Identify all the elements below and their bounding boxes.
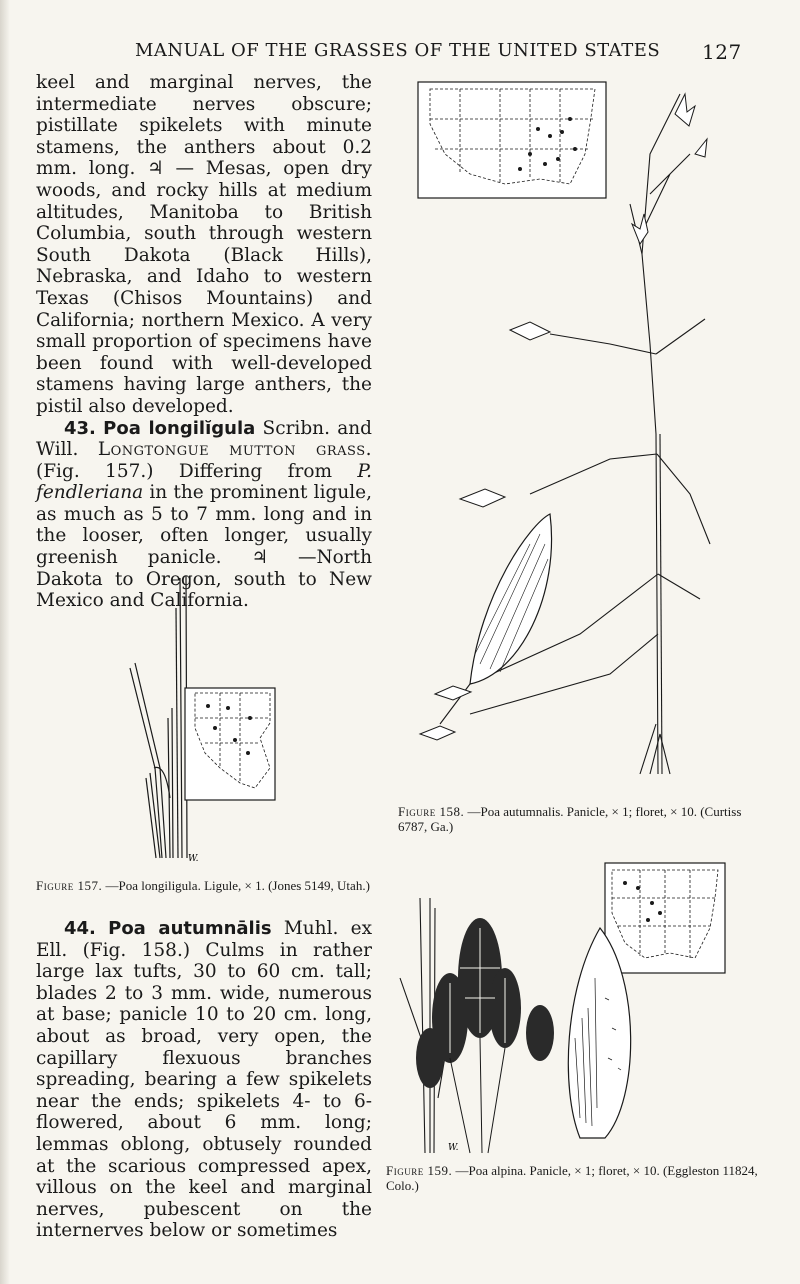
common-name: Longtongue mutton grass.: [97, 439, 372, 461]
entry-44: [36, 918, 372, 1242]
figure-159-caption: [386, 1163, 766, 1193]
figure-158-label: Figure 158.: [398, 804, 465, 819]
artist-initial: W.: [448, 1143, 459, 1153]
running-header: [0, 40, 800, 68]
species-authority: Muhl. ex Ell.: [36, 918, 372, 961]
continued-paragraph: keel and marginal nerves, the intermediate nerves obscure; pistillate spikelets with minute stamens, the anthers about 0.2 mm. long. ♃ — Mesas, open dry woods, and rocky hills at medium altitudes, Manitoba to British Columbia, south through western South Dakota (Black Hills), Nebraska, and Idaho to western Texas (Chisos Mountains) and California; northern Mexico. A very small proportion of specimens have been found with well-developed stamens having large anthers, the pistil also developed.: [36, 72, 372, 417]
figure-157-illustration: [110, 568, 290, 868]
entry-number: 44.: [64, 918, 96, 939]
page-number: 127: [702, 40, 742, 64]
figure-159-text: —Poa alpina. Panicle, × 1; floret, × 10. (Eggleston 11824, Colo.): [386, 1163, 758, 1193]
ligule-drawing: [110, 568, 290, 868]
figure-157-caption: [36, 878, 376, 893]
entry-description: in the prominent ligule, as much as 5 to 7 mm. long and in the looser, often longer, usually greenish panicle. ♃ —North Dakota to Oregon, south to New Mexico and California.: [36, 482, 372, 612]
figure-158-text: —Poa autumnalis. Panicle, × 1; floret, × 10. (Curtiss 6787, Ga.): [398, 804, 742, 834]
species-name: Poa autumnālis: [108, 918, 272, 939]
running-title: MANUAL OF THE GRASSES OF THE UNITED STATES: [135, 40, 661, 61]
species-name: Poa longilĭgula: [103, 417, 256, 439]
entry-description: (Fig. 158.) Culms in rather large lax tufts, 30 to 60 cm. tall; blades 2 to 3 mm. wide, numerous at base; panicle 10 to 20 cm. long, about as broad, very open, the capillary flexuous branches spreading, bearing a few spikelets near the ends; spikelets 4- to 6-flowered, about 6 mm. long; lemmas oblong, obtusely rounded at the scarious compressed apex, villous on the keel and marginal nerves, pubescent on the internerves below or sometimes: [36, 939, 372, 1242]
panicle-drawing: [410, 74, 740, 794]
figure-159-illustration: [390, 858, 730, 1158]
species-authority: Scribn. and Will.: [36, 417, 373, 461]
figure-reference: (Fig. 157.) Differing from: [36, 460, 332, 482]
species-reference: P. fendleriana: [36, 460, 372, 504]
figure-157-text: —Poa longiligula. Ligule, × 1. (Jones 5149, Utah.): [105, 878, 370, 893]
figure-158-caption: [398, 804, 758, 834]
text-column-bottom: [36, 918, 372, 1242]
figure-159-label: Figure 159.: [386, 1163, 453, 1178]
text-column-top: [36, 72, 372, 612]
artist-initial: W.: [188, 854, 199, 864]
alpina-drawing: [390, 858, 730, 1158]
figure-157-label: Figure 157.: [36, 878, 103, 893]
page-binding-shadow: [0, 0, 10, 1284]
entry-number: 43.: [64, 417, 96, 439]
figure-158-illustration: [410, 74, 740, 794]
